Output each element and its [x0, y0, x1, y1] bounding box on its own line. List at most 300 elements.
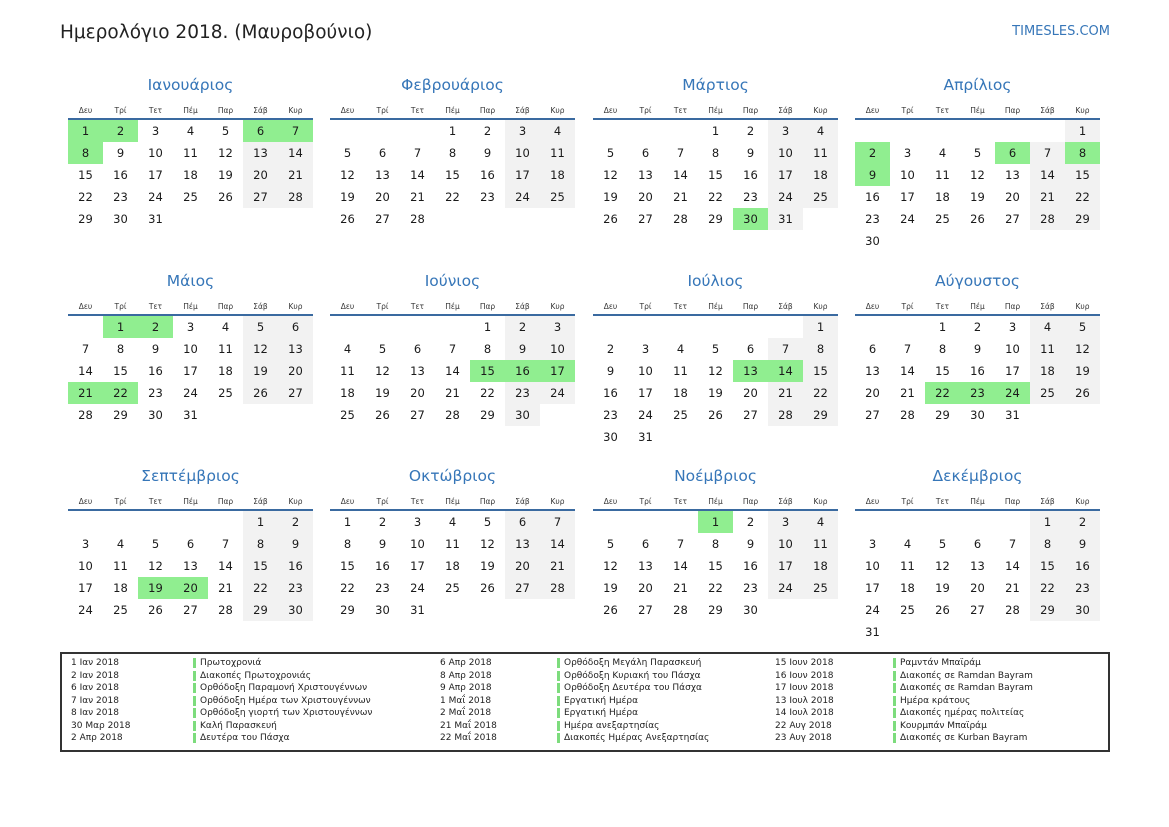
- weekend-day-cell: 8: [803, 338, 838, 360]
- month-title: Δεκέμβριος: [932, 467, 1023, 485]
- day-cell: 17: [865, 581, 880, 595]
- month-title: Απρίλιος: [943, 76, 1012, 94]
- weekend-day-cell: 27: [278, 382, 313, 404]
- weekend-day-cell: 10: [540, 338, 575, 360]
- site-link[interactable]: TIMESLES.COM: [1012, 24, 1110, 39]
- legend-column: [440, 657, 709, 745]
- day-cell: 8: [711, 146, 720, 160]
- day-cell: 30: [375, 603, 390, 617]
- day-cell: 22: [708, 190, 723, 204]
- day-cell: 13: [410, 363, 425, 378]
- weekday-label: Τετ: [673, 301, 688, 311]
- day-cell: 9: [746, 146, 755, 160]
- day-cell: 5: [221, 124, 230, 138]
- empty-cell: [540, 599, 575, 621]
- day-cell: 31: [410, 603, 425, 617]
- day-cell: 15: [78, 168, 93, 182]
- day-cell: 31: [148, 212, 163, 226]
- weekend-day-cell: 29: [1030, 599, 1065, 621]
- empty-cell: [593, 120, 628, 142]
- legend-column: [71, 657, 372, 745]
- weekday-label: Πέμ: [708, 301, 723, 311]
- week-row: [330, 186, 575, 208]
- weekday-header: [593, 97, 838, 120]
- weekday-label: Τετ: [935, 106, 950, 115]
- week-row: [593, 533, 838, 555]
- weekday-label: Σάβ: [515, 301, 530, 311]
- month-block: [593, 73, 838, 230]
- day-cell: 27: [743, 407, 758, 422]
- weekday-label: Δευ: [603, 106, 618, 115]
- weekday-label: Τρί: [114, 301, 127, 311]
- month-title: Ιούνιος: [424, 271, 481, 290]
- legend-entry: [440, 670, 709, 683]
- month-title: Οκτώβριος: [408, 467, 497, 485]
- weekend-day-cell: 4: [803, 511, 838, 533]
- legend-entry: [71, 720, 372, 733]
- empty-cell: [925, 511, 960, 533]
- weekend-day-cell: 3: [540, 316, 575, 338]
- day-cell: 5: [938, 537, 947, 551]
- day-cell: 9: [746, 537, 755, 551]
- holiday-legend: [60, 652, 1110, 752]
- empty-cell: [960, 230, 995, 252]
- day-cell: 22: [480, 385, 495, 400]
- empty-cell: [208, 208, 243, 230]
- day-cell: 14: [673, 559, 688, 573]
- week-row: [330, 599, 575, 621]
- day-cell: 4: [221, 319, 230, 334]
- day-cell: 22: [340, 581, 355, 595]
- day-cell: 19: [603, 190, 618, 204]
- holiday-marker: [557, 683, 560, 693]
- month-block: [330, 464, 575, 621]
- week-row: [855, 599, 1100, 621]
- month-title: Σεπτέμβριος: [141, 467, 240, 485]
- weekday-label: Τρί: [901, 497, 914, 506]
- month-title: Νοέμβριος: [674, 467, 757, 485]
- day-cell: 29: [340, 603, 355, 617]
- day-cell: 26: [218, 190, 233, 204]
- weekday-label: Πέμ: [183, 301, 198, 311]
- weekend-day-cell: 21: [540, 555, 575, 577]
- month-block: [855, 73, 1100, 252]
- day-cell: 4: [938, 146, 947, 160]
- day-cell: 4: [676, 341, 685, 356]
- weekend-day-cell: 12: [243, 338, 278, 360]
- holiday-day-cell: 6: [995, 142, 1030, 164]
- day-cell: 25: [935, 212, 950, 226]
- day-cell: 12: [340, 168, 355, 182]
- weekend-day-cell: 1: [803, 316, 838, 338]
- empty-cell: [540, 208, 575, 230]
- day-cell: 16: [480, 168, 495, 182]
- weekend-day-cell: 15: [243, 555, 278, 577]
- weekday-label: Παρ: [1004, 497, 1021, 506]
- weekday-label: Τετ: [148, 106, 163, 115]
- holiday-day-cell: 1: [698, 511, 733, 533]
- holiday-marker: [893, 733, 896, 743]
- day-cell: 3: [186, 319, 195, 334]
- day-cell: 21: [900, 385, 915, 400]
- weekday-label: Πέμ: [708, 497, 723, 506]
- day-cell: 3: [641, 341, 650, 356]
- empty-cell: [68, 316, 103, 338]
- holiday-day-cell: 7: [278, 120, 313, 142]
- day-cell: 28: [218, 603, 233, 617]
- day-cell: 19: [340, 190, 355, 204]
- weekend-day-cell: 27: [243, 186, 278, 208]
- day-cell: 6: [378, 146, 387, 160]
- weekend-day-cell: 23: [1065, 577, 1100, 599]
- weekday-header: [593, 488, 838, 511]
- day-cell: 23: [148, 385, 163, 400]
- day-cell: 5: [973, 146, 982, 160]
- week-row: [68, 599, 313, 621]
- empty-cell: [960, 621, 995, 643]
- legend-entry: [440, 732, 709, 745]
- weekday-label: Πέμ: [970, 106, 985, 115]
- weekend-day-cell: 2: [1065, 511, 1100, 533]
- day-cell: 5: [606, 537, 615, 551]
- day-cell: 12: [218, 146, 233, 160]
- legend-holiday-name: Διακοπές σε Ramdan Bayram: [900, 670, 1033, 681]
- week-row: [593, 142, 838, 164]
- day-cell: 8: [116, 341, 125, 356]
- empty-cell: [330, 120, 365, 142]
- week-row: [68, 316, 313, 338]
- day-cell: 7: [676, 537, 685, 551]
- holiday-day-cell: 30: [733, 208, 768, 230]
- weekday-label: Τετ: [673, 106, 688, 115]
- weekday-label: Πέμ: [183, 106, 198, 115]
- holiday-day-cell: 6: [243, 120, 278, 142]
- weekday-label: Τρί: [376, 106, 389, 115]
- day-cell: 14: [445, 363, 460, 378]
- day-cell: 23: [865, 212, 880, 226]
- day-cell: 21: [673, 581, 688, 595]
- week-row: [593, 426, 838, 448]
- week-row: [855, 208, 1100, 230]
- day-cell: 14: [673, 168, 688, 182]
- month-title: Ιούλιος: [687, 271, 744, 290]
- day-cell: 1: [938, 319, 947, 334]
- week-row: [855, 230, 1100, 252]
- empty-cell: [365, 120, 400, 142]
- day-cell: 21: [445, 385, 460, 400]
- weekday-label: Τετ: [148, 301, 163, 311]
- legend-holiday-name: Εργατική Ημέρα: [564, 708, 638, 718]
- day-cell: 20: [743, 385, 758, 400]
- week-row: [855, 555, 1100, 577]
- day-cell: 27: [865, 407, 880, 422]
- holiday-marker: [557, 696, 560, 706]
- day-cell: 16: [375, 559, 390, 573]
- week-row: [593, 338, 838, 360]
- empty-cell: [663, 511, 698, 533]
- holiday-marker: [193, 696, 196, 706]
- week-row: [593, 577, 838, 599]
- empty-cell: [663, 120, 698, 142]
- day-cell: 2: [973, 319, 982, 334]
- day-cell: 9: [973, 341, 982, 356]
- day-cell: 29: [480, 407, 495, 422]
- weekend-day-cell: 4: [803, 120, 838, 142]
- week-row: [855, 142, 1100, 164]
- legend-holiday-name: Διακοπές Πρωτοχρονιάς: [200, 670, 312, 681]
- day-cell: 24: [78, 603, 93, 617]
- weekend-day-cell: 28: [768, 404, 803, 426]
- weekday-label: Δευ: [603, 301, 618, 311]
- weekday-label: Τρί: [639, 497, 652, 506]
- empty-cell: [890, 120, 925, 142]
- weekday-label: Σάβ: [1040, 497, 1055, 506]
- legend-entry: [71, 682, 372, 695]
- day-cell: 9: [606, 363, 615, 378]
- legend-holiday-name: Διακοπές σε Kurban Bayram: [900, 733, 1028, 743]
- weekday-header: [593, 293, 838, 316]
- weekend-day-cell: 11: [803, 142, 838, 164]
- holiday-marker: [193, 733, 196, 743]
- day-cell: 27: [183, 603, 198, 617]
- weekend-day-cell: 30: [505, 404, 540, 426]
- legend-date: 17 Ιουν 2018: [775, 683, 834, 693]
- month-block: [593, 269, 838, 448]
- empty-cell: [243, 208, 278, 230]
- day-cell: 18: [673, 385, 688, 400]
- day-cell: 5: [151, 537, 160, 551]
- weekend-day-cell: 3: [768, 511, 803, 533]
- empty-cell: [995, 230, 1030, 252]
- weekday-label: Σάβ: [253, 301, 268, 311]
- day-cell: 14: [900, 363, 915, 378]
- weekend-day-cell: 15: [803, 360, 838, 382]
- weekday-label: Πέμ: [183, 497, 198, 506]
- empty-cell: [400, 316, 435, 338]
- legend-entry: [775, 720, 1033, 733]
- day-cell: 8: [343, 537, 352, 551]
- day-cell: 20: [865, 385, 880, 400]
- week-row: [593, 382, 838, 404]
- day-cell: 24: [148, 190, 163, 204]
- weekday-label: Τετ: [148, 497, 163, 506]
- weekend-day-cell: 7: [768, 338, 803, 360]
- week-row: [330, 164, 575, 186]
- week-row: [855, 360, 1100, 382]
- weekday-header: [330, 488, 575, 511]
- day-cell: 26: [935, 603, 950, 617]
- weekend-day-cell: 23: [278, 577, 313, 599]
- weekday-label: Παρ: [742, 301, 759, 311]
- empty-cell: [890, 621, 925, 643]
- weekday-label: Παρ: [479, 106, 496, 115]
- legend-date: 22 Μαΐ 2018: [440, 733, 497, 743]
- day-cell: 12: [935, 559, 950, 573]
- legend-date: 23 Αυγ 2018: [775, 733, 832, 743]
- day-cell: 24: [183, 385, 198, 400]
- holiday-day-cell: 22: [103, 382, 138, 404]
- day-cell: 26: [375, 407, 390, 422]
- empty-cell: [365, 316, 400, 338]
- weekend-day-cell: 17: [768, 164, 803, 186]
- day-cell: 8: [483, 341, 492, 356]
- day-cell: 26: [480, 581, 495, 595]
- week-row: [330, 338, 575, 360]
- legend-holiday-name: Ημέρα κράτους: [900, 695, 971, 706]
- legend-column: [775, 657, 1033, 745]
- weekday-label: Τρί: [114, 106, 127, 115]
- empty-cell: [960, 120, 995, 142]
- day-cell: 17: [638, 385, 653, 400]
- day-cell: 6: [186, 537, 195, 551]
- day-cell: 5: [483, 515, 492, 529]
- day-cell: 19: [218, 168, 233, 182]
- day-cell: 7: [413, 146, 422, 160]
- day-cell: 6: [746, 341, 755, 356]
- holiday-day-cell: 9: [855, 164, 890, 186]
- weekend-day-cell: 13: [278, 338, 313, 360]
- holiday-marker: [557, 658, 560, 668]
- weekday-header: [855, 293, 1100, 316]
- empty-cell: [68, 511, 103, 533]
- weekend-day-cell: 9: [505, 338, 540, 360]
- day-cell: 23: [603, 407, 618, 422]
- day-cell: 20: [410, 385, 425, 400]
- day-cell: 11: [673, 363, 688, 378]
- weekday-header: [68, 97, 313, 120]
- legend-date: 13 Ιουλ 2018: [775, 695, 834, 706]
- weekend-day-cell: 11: [1030, 338, 1065, 360]
- weekday-label: Τετ: [673, 497, 688, 506]
- day-cell: 20: [970, 581, 985, 595]
- weekday-label: Κυρ: [1075, 106, 1090, 115]
- weekend-day-cell: 9: [1065, 533, 1100, 555]
- day-cell: 25: [900, 603, 915, 617]
- weekend-day-cell: 10: [768, 533, 803, 555]
- weekday-label: Δευ: [340, 106, 355, 115]
- empty-cell: [593, 316, 628, 338]
- day-cell: 16: [970, 363, 985, 378]
- day-cell: 18: [445, 559, 460, 573]
- day-cell: 29: [113, 407, 128, 422]
- day-cell: 2: [378, 515, 387, 529]
- legend-entry: [775, 707, 1033, 720]
- week-row: [593, 511, 838, 533]
- weekend-day-cell: 16: [1065, 555, 1100, 577]
- weekend-day-cell: 1: [1030, 511, 1065, 533]
- weekend-day-cell: 4: [1030, 316, 1065, 338]
- weekend-day-cell: 24: [505, 186, 540, 208]
- weekend-day-cell: 3: [505, 120, 540, 142]
- week-row: [68, 120, 313, 142]
- holiday-marker: [193, 683, 196, 693]
- day-cell: 14: [1005, 559, 1020, 573]
- legend-entry: [440, 720, 709, 733]
- week-row: [330, 555, 575, 577]
- day-cell: 11: [183, 146, 198, 160]
- holiday-day-cell: 22: [925, 382, 960, 404]
- weekend-day-cell: 29: [1065, 208, 1100, 230]
- legend-date: 8 Ιαν 2018: [71, 708, 119, 718]
- day-cell: 15: [708, 559, 723, 573]
- weekend-day-cell: 30: [1065, 599, 1100, 621]
- day-cell: 15: [708, 168, 723, 182]
- week-row: [330, 360, 575, 382]
- weekday-label: Τρί: [376, 497, 389, 506]
- weekend-day-cell: 14: [278, 142, 313, 164]
- weekday-label: Κυρ: [813, 106, 828, 115]
- weekday-label: Πέμ: [445, 106, 460, 115]
- day-cell: 13: [1005, 168, 1020, 182]
- weekday-header: [68, 488, 313, 511]
- day-cell: 12: [375, 363, 390, 378]
- weekday-label: Τρί: [114, 497, 127, 506]
- weekend-day-cell: 8: [1030, 533, 1065, 555]
- day-cell: 28: [673, 603, 688, 617]
- empty-cell: [435, 316, 470, 338]
- day-cell: 10: [638, 363, 653, 378]
- day-cell: 30: [970, 407, 985, 422]
- week-row: [593, 404, 838, 426]
- day-cell: 19: [708, 385, 723, 400]
- empty-cell: [925, 621, 960, 643]
- empty-cell: [173, 208, 208, 230]
- empty-cell: [628, 511, 663, 533]
- empty-cell: [470, 208, 505, 230]
- weekday-label: Σάβ: [1040, 106, 1055, 115]
- empty-cell: [890, 511, 925, 533]
- day-cell: 11: [900, 559, 915, 573]
- day-cell: 4: [903, 537, 912, 551]
- legend-holiday-name: Διακοπές ημέρας πολιτείας: [900, 708, 1025, 718]
- weekend-day-cell: 3: [768, 120, 803, 142]
- month-block: [68, 464, 313, 621]
- legend-date: 21 Μαΐ 2018: [440, 720, 497, 731]
- weekend-day-cell: 22: [243, 577, 278, 599]
- weekday-header: [855, 488, 1100, 511]
- week-row: [68, 382, 313, 404]
- legend-holiday-name: Ραμντάν Μπαϊράμ: [900, 658, 981, 668]
- weekday-label: Παρ: [742, 497, 759, 506]
- weekday-label: Δευ: [865, 106, 880, 115]
- day-cell: 18: [113, 581, 128, 595]
- empty-cell: [243, 404, 278, 426]
- weekday-label: Σάβ: [515, 497, 530, 506]
- legend-date: 2 Απρ 2018: [71, 733, 123, 743]
- day-cell: 10: [900, 168, 915, 182]
- week-row: [68, 338, 313, 360]
- weekend-day-cell: 23: [505, 382, 540, 404]
- month-block: [593, 464, 838, 621]
- day-cell: 6: [413, 341, 422, 356]
- empty-cell: [733, 316, 768, 338]
- empty-cell: [593, 511, 628, 533]
- weekend-day-cell: 5: [243, 316, 278, 338]
- weekday-label: Κυρ: [550, 497, 565, 506]
- week-row: [68, 533, 313, 555]
- day-cell: 16: [865, 190, 880, 204]
- weekday-label: Σάβ: [778, 497, 793, 506]
- empty-cell: [890, 316, 925, 338]
- day-cell: 17: [1005, 363, 1020, 378]
- legend-entry: [71, 732, 372, 745]
- legend-date: 14 Ιουλ 2018: [775, 708, 834, 718]
- weekday-label: Τετ: [410, 497, 425, 506]
- day-cell: 26: [148, 603, 163, 617]
- day-cell: 23: [480, 190, 495, 204]
- day-cell: 21: [673, 190, 688, 204]
- day-cell: 11: [218, 341, 233, 356]
